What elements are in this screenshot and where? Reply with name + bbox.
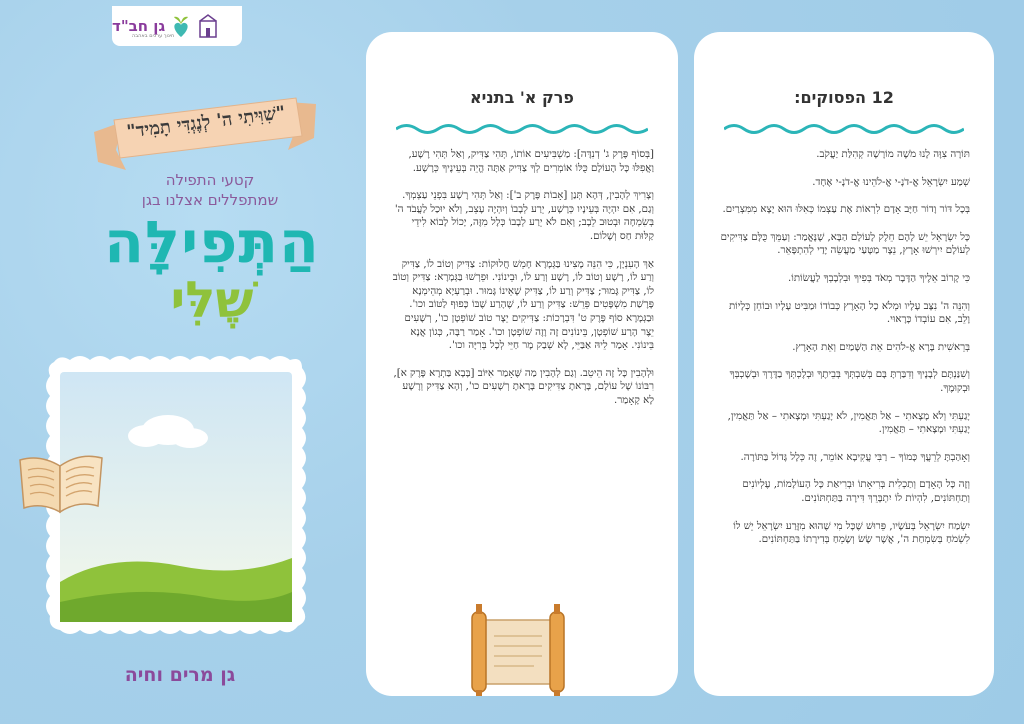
title-word-2: שֶׁלִּי (170, 271, 254, 329)
tanya-paragraph: אַךְ הָעִנְיָן, כִּי הִנֵּה מָצִינוּ בַּגְּמָרָא חָמֵשׁ חֲלוּקוֹת: צַדִּיק וְטוֹב לוֹ, צַדִּיק וְרַע לוֹ, רָשָׁע וְטוֹב לוֹ, רָשָׁע וְרַע לוֹ, וּבֵינוֹנִי. וּפֵרְשׁוּ בַּגְּמָרָא: צַדִּיק וְטוֹב לוֹ, צַדִּיק גָּמוּר; צַדִּיק וְרַע לוֹ, צַדִּיק שֶׁאֵינוֹ גָּמוּר. וּבְרַעְיָא מְהֵימְנָא פָּרָשַׁת מִשְׁפָּטִים פֵּרֵשׁ: צַדִּיק וְרַע לוֹ, שֶׁהָרַע שֶׁבּוֹ כָּפוּף לַטּוֹב וכו'. וּבַגְּמָרָא סוֹף פֶּרֶק ט' דִּבְרָכוֹת: צַדִּיקִים יֵצֶר טוֹב שׁוֹפְטָן כו', רְשָׁעִים יֵצֶר הָרַע שׁוֹפְטָן, בֵּינוֹנִים זֶה וָזֶה שׁוֹפְטָן וכו'. אָמַר רַבָּה, כְּגוֹן אֲנָא בֵּינוֹנִי. אָמַר לֵיהּ אַבַּיֵּי, לָא שְׁבַק מָר חַיֵּי לְכָל בְּרִיָּה וכו'. (392, 258, 654, 352)
tanya-paragraph: [בְּסוֹף פֶּרֶק ג' דְנִדָּה]: מַשְׁבִּיעִים אוֹתוֹ, תְּהִי צַדִּיק, וְאַל תְּהִי רָשָׁע, וַאֲפִלּוּ כָּל הָעוֹלָם כֻּלּוֹ אוֹמְרִים לְךָ צַדִּיק אַתָּה הֱיֵה בְּעֵינֶיךָ כְּרָשָׁע. (408, 149, 654, 174)
wave-divider (396, 122, 648, 136)
pasuk-paragraph: בְּרֵאשִׁית בָּרָא אֱ-לֹהִים אֵת הַשָּׁמַיִם וְאֵת הָאָרֶץ. (792, 341, 970, 353)
building-icon (197, 13, 219, 39)
pasuk-paragraph: כִּי קָרוֹב אֵלֶיךָ הַדָּבָר מְאֹד בְּפִיךָ וּבִלְבָבְךָ לַעֲשׂוֹתוֹ. (787, 272, 970, 284)
subtitle-line-2: שמתפללים אצלנו בגן (141, 191, 279, 209)
logo-name: גן חב"ד (112, 17, 166, 35)
tanya-card (366, 32, 678, 696)
pesukim-text (718, 148, 970, 561)
pasuk-paragraph: בְּכָל דּוֹר וָדוֹר חַיָּב אָדָם לִרְאוֹת אֶת עַצְמוֹ כְּאִלּוּ הוּא יָצָא מִמִּצְרַיִם. (722, 204, 970, 216)
tanya-paragraph: וּלְהָבִין כָּל זֶה הֵיטֵב. וְגַם לְהָבִין מַה שֶּׁאָמַר אִיּוֹב [בָּבָא בַּתְרָא פֶּרֶק א], רִבּוֹנוֹ שֶׁל עוֹלָם, בָּרָאתָ צַדִּיקִים בָּרָאתָ רְשָׁעִים כו', וְהָא צַדִּיק וְרָשָׁע לָא קָאָמַר. (393, 367, 654, 406)
subtitle-line-1: קטעי התפילה (165, 171, 255, 189)
pasuk-paragraph: וְזֶה כָּל הָאָדָם וְתַכְלִית בְּרִיאָתוֹ וּבְרִיאַת כָּל הָעוֹלָמוֹת, עֶלְיוֹנִים וְתַחְתּוֹנִים, לִהְיוֹת לוֹ יִתְבָּרֵךְ דִּירָה בַּתַּחְתּוֹנִים. (742, 479, 970, 504)
tanya-text (390, 148, 654, 422)
pasuk-paragraph: יָגַעְתִּי וְלֹא מָצָאתִי – אַל תַּאֲמִין, לֹא יָגַעְתִּי וּמָצָאתִי – אַל תַּאֲמִין, יָגַעְתִּי וּמָצָאתִי – תַּאֲמִין. (727, 410, 970, 436)
scroll-illustration (462, 602, 574, 696)
logo (112, 6, 242, 46)
pesukim-heading: 12 הפסוקים: (794, 88, 894, 107)
pasuk-paragraph: יִשְׂמַח יִשְׂרָאֵל בְּעֹשָׂיו, פֵּרוּשׁ שֶׁכָּל מִי שֶׁהוּא מִזֶּרַע יִשְׂרָאֵל יֵשׁ לוֹ לִשְׂמֹחַ בְּשִׂמְחַת ה', אֲשֶׁר שָׂשׂ וְשָׂמֵחַ בְּדִירָתוֹ בַּתַּחְתּוֹנִים. (733, 520, 970, 546)
subtitle (100, 170, 320, 210)
logo-tagline: חינוך ערכים באהבה (132, 33, 175, 39)
tanya-paragraph: וְצָרִיךְ לְהָבִין, דְּהָא תְּנַן [אָבוֹת פֶּרֶק ב']: וְאַל תְּהִי רָשָׁע בִּפְנֵי עַצְמְךָ. וְגַם, אִם יִהְיֶה בְּעֵינָיו כְּרָשָׁע, יֵרַע לְבָבוֹ וְיִהְיֶה עָצֵב, וְלֹא יוּכַל לַעֲבֹד ה' בְּשִׂמְחָה וּבְטוּב לֵבָב; וְאִם לֹא יֵרַע לְבָבוֹ כְּלָל מִזֶּה, יָכוֹל לָבוֹא לִידֵי קַלּוּת חַס וְשָׁלוֹם. (394, 190, 654, 242)
pasuk-paragraph: כָּל יִשְׂרָאֵל יֵשׁ לָהֶם חֵלֶק לָעוֹלָם הַבָּא, שֶׁנֶּאֱמַר: וְעַמֵּךְ כֻּלָּם צַדִּיקִים לְעוֹלָם יִירְשׁוּ אָרֶץ, נֵצֶר מַטָּעַי מַעֲשֵׂה יָדַי לְהִתְפָּאֵר. (720, 231, 970, 257)
open-book-illustration (14, 448, 106, 518)
pasuk-paragraph: שְׁמַע יִשְׂרָאֵל אֱ-דֹנָ-י אֱ-לֹהֵינוּ אֱ-דֹנָ-י אֶחָד. (812, 176, 970, 188)
pasuk-paragraph: וְאָהַבְתָּ לְרֵעֲךָ כָּמוֹךָ – רַבִּי עֲקִיבָא אוֹמֵר, זֶה כְּלָל גָּדוֹל בַּתּוֹרָה. (740, 451, 970, 463)
pasuk-paragraph: וְשִׁנַּנְתָּם לְבָנֶיךָ וְדִבַּרְתָּ בָּם בְּשִׁבְתְּךָ בְּבֵיתֶךָ וּבְלֶכְתְּךָ בַדֶּרֶךְ וּבְשָׁכְבְּךָ וּבְקוּמֶךָ. (729, 369, 970, 394)
wave-divider (724, 122, 964, 136)
pasuk-paragraph: תּוֹרָה צִוָּה לָנוּ מֹשֶׁה מוֹרָשָׁה קְהִלַּת יַעֲקֹב. (816, 149, 970, 160)
banner-text: "שִׁוִּיתִי ה' לְנֶגְדִּי תָמִיד" (125, 102, 287, 143)
pesukim-card (694, 32, 994, 696)
kindergarten-name: גן מרים וחיה (124, 664, 236, 686)
title-word-1: הַתְּפִילָּה (104, 208, 320, 276)
tanya-heading: פרק א' בתניא (470, 88, 574, 107)
pasuk-paragraph: וְהִנֵּה ה' נִצָּב עָלָיו וּמְלֹא כָל הָאָרֶץ כְּבוֹדוֹ וּמַבִּיט עָלָיו וּבוֹחֵן כְּלָיוֹת וָלֵב, אִם עוֹבְדוֹ כָּרָאוּי. (728, 300, 970, 326)
